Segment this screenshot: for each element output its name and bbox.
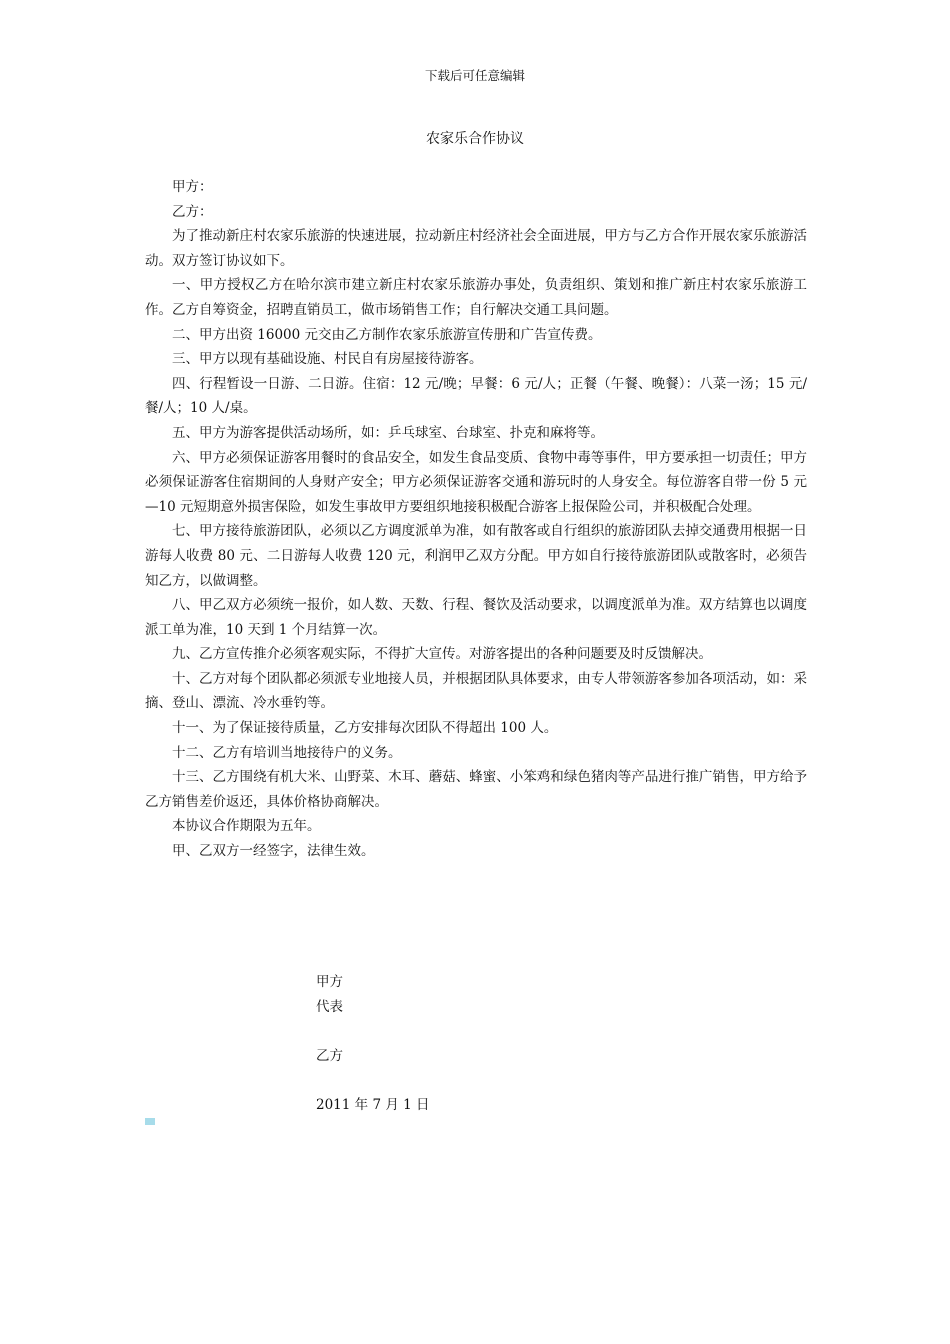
clause-12: 十二、乙方有培训当地接待户的义务。 — [172, 744, 402, 761]
clause-8: 八、甲乙双方必须统一报价，如人数、天数、行程、餐饮及活动要求，以调度派单为准。双方结算也以调度派工单为准，10 天到 1 个月结算一次。 — [145, 597, 807, 638]
clause-10: 十、乙方对每个团队都必须派专业地接人员，并根据团队具体要求，由专人带领游客参加各项活动，如：采摘、登山、漂流、冷水垂钓等。 — [145, 670, 807, 712]
clause-2: 二、甲方出资 16000 元交由乙方制作农家乐旅游宣传册和广告宣传费。 — [172, 326, 602, 343]
signature-party-b: 乙方 — [316, 1047, 343, 1064]
clause-6: 六、甲方必须保证游客用餐时的食品安全，如发生食品变质、食物中毒等事件，甲方要承担一切责任；甲方必须保证游客住宿期间的人身财产安全；甲方必须保证游客交通和游玩时的人身安全。每位游客自带一份 5 元—10 元短期意外损害保险，如发生事故甲方要组织地接积极配合游客上报保险公司，并积极配合处理。 — [145, 449, 807, 515]
clause-11: 十一、为了保证接待质量，乙方安排每次团队不得超出 100 人。 — [172, 720, 558, 737]
preamble-paragraph: 为了推动新庄村农家乐旅游的快速进展，拉动新庄村经济社会全面进展，甲方与乙方合作开展农家乐旅游活动。双方签订协议如下。 — [145, 228, 807, 269]
highlight-marker — [145, 1118, 155, 1125]
clause-4: 四、行程暂设一日游、二日游。住宿：12 元/晚；早餐：6 元/人；正餐（午餐、晚餐）：八菜一汤；15 元/餐/人；10 人/桌。 — [145, 375, 807, 417]
signature-spacer — [316, 1019, 430, 1044]
party-a-line: 甲方： — [172, 179, 213, 195]
signature-block — [316, 970, 430, 1118]
clause-1: 一、甲方授权乙方在哈尔滨市建立新庄村农家乐旅游办事处，负责组织、策划和推广新庄村农家乐旅游工作。乙方自筹资金，招聘直销员工，做市场销售工作；自行解决交通工具问题。 — [145, 277, 807, 318]
party-b-line: 乙方： — [172, 203, 213, 220]
clause-3: 三、甲方以现有基础设施、村民自有房屋接待游客。 — [172, 351, 483, 368]
signature-date: 2011 年 7 月 1 日 — [316, 1096, 430, 1113]
document-title: 农家乐合作协议 — [426, 131, 524, 147]
header-note: 下载后可任意编辑 — [424, 68, 525, 83]
signature-representative: 代表 — [316, 998, 343, 1015]
agreement-body — [145, 175, 807, 864]
signature-party-a: 甲方 — [316, 974, 343, 990]
clause-5: 五、甲方为游客提供活动场所，如：乒乓球室、台球室、扑克和麻将等。 — [172, 424, 604, 441]
term-paragraph: 本协议合作期限为五年。 — [172, 818, 321, 835]
signature-spacer-2 — [316, 1068, 430, 1093]
clause-9: 九、乙方宣传推介必须客观实际，不得扩大宣传。对游客提出的各种问题要及时反馈解决。 — [172, 646, 712, 663]
clause-7: 七、甲方接待旅游团队，必须以乙方调度派单为准，如有散客或自行组织的旅游团队去掉交通费用根据一日游每人收费 80 元、二日游每人收费 120 元，利润甲乙双方分配。甲方如自行接待旅游团队或散客时，必须告知乙方，以做调整。 — [145, 523, 807, 589]
effect-paragraph: 甲、乙双方一经签字，法律生效。 — [172, 843, 375, 860]
clause-13: 十三、乙方围绕有机大米、山野菜、木耳、蘑菇、蜂蜜、小笨鸡和绿色猪肉等产品进行推广销售，甲方给予乙方销售差价返还，具体价格协商解决。 — [145, 769, 807, 810]
